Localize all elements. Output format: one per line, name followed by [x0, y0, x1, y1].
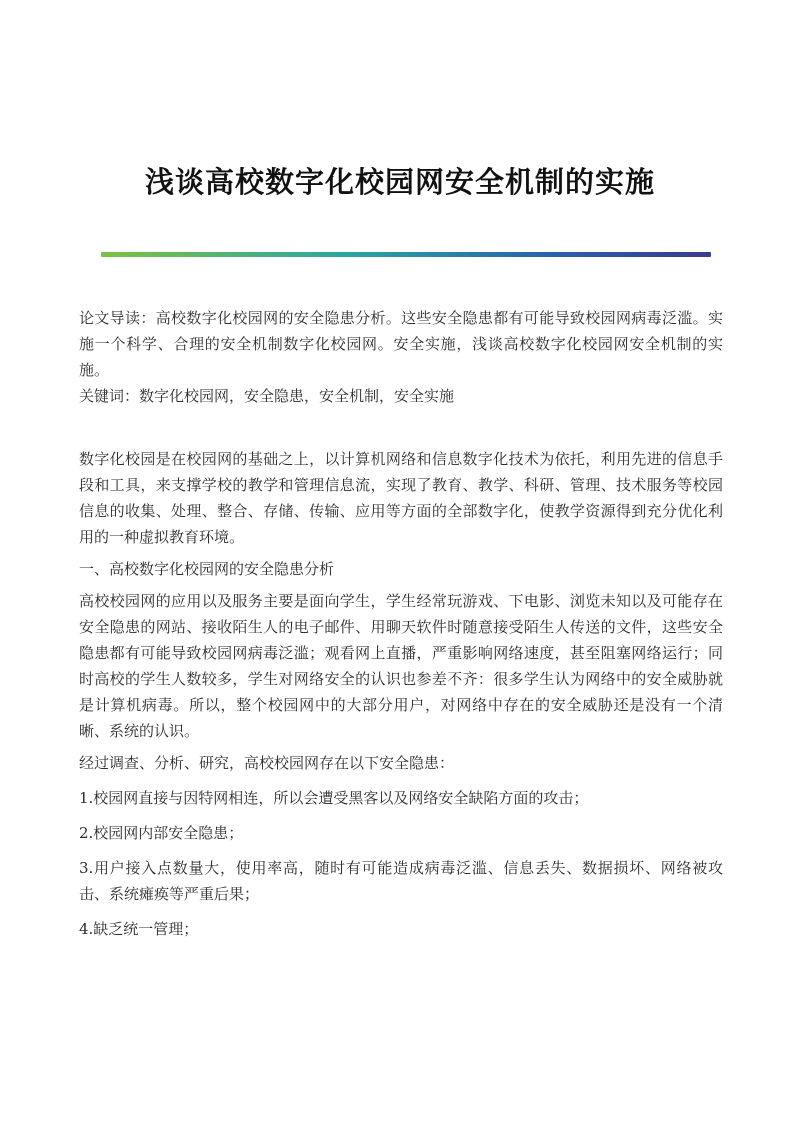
list-item: 1.校园网直接与因特网相连，所以会遭受黑客以及网络安全缺陷方面的攻击；: [79, 789, 589, 807]
title-divider: [101, 252, 711, 257]
keywords-label: 关键词：: [79, 387, 140, 405]
page-title: 浅谈高校数字化校园网安全机制的实施: [144, 165, 655, 199]
keywords-text: 数字化校园网，安全隐患，安全机制，安全实施: [139, 387, 455, 405]
spacer: [79, 409, 723, 446]
list-item: 2.校园网内部安全隐患；: [79, 824, 244, 842]
keywords: [79, 383, 723, 409]
paragraph-intro: 数字化校园是在校园网的基础之上，以计算机网络和信息数字化技术为依托，利用先进的信息手段和工具，来支撑学校的教学和管理信息流，实现了教育、教学、科研、管理、技术服务等校园信息的收集、处理、整合、存储、传输、应用等方面的全部数字化，使教学资源得到充分优化利用的一种虚拟教育环境。: [79, 450, 723, 546]
document-body: [79, 305, 723, 951]
abstract: [79, 305, 723, 383]
section-heading: 一、高校数字化校园网的安全隐患分析: [79, 560, 335, 578]
list-item: 4.缺乏统一管理；: [79, 920, 199, 938]
paragraph-survey: 经过调查、分析、研究，高校校园网存在以下安全隐患：: [79, 754, 455, 772]
paragraph-analysis: 高校校园网的应用以及服务主要是面向学生，学生经常玩游戏、下电影、浏览未知以及可能存在安全隐患的网站、接收陌生人的电子邮件、用聊天软件时随意接受陌生人传送的文件，这些安全隐患都有可能导致校园网病毒泛滥；观看网上直播，严重影响网络速度，甚至阻塞网络运行；同时高校的学生人数较多，学生对网络安全的认识也参差不齐：很多学生认为网络中的安全威胁就是计算机病毒。所以，整个校园网中的大部分用户，对网络中存在的安全威胁还是没有一个清晰、系统的认识。: [79, 592, 723, 740]
abstract-text: 高校数字化校园网的安全隐患分析。这些安全隐患都有可能导致校园网病毒泛滥。实施一个科学、合理的安全机制数字化校园网。安全实施，浅谈高校数字化校园网安全机制的实施。: [79, 309, 723, 379]
abstract-label: 论文导读：: [79, 309, 156, 327]
list-item: 3.用户接入点数量大，使用率高，随时有可能造成病毒泛滥、信息丢失、数据损坏、网络被攻击、系统瘫痪等严重后果；: [79, 859, 723, 903]
